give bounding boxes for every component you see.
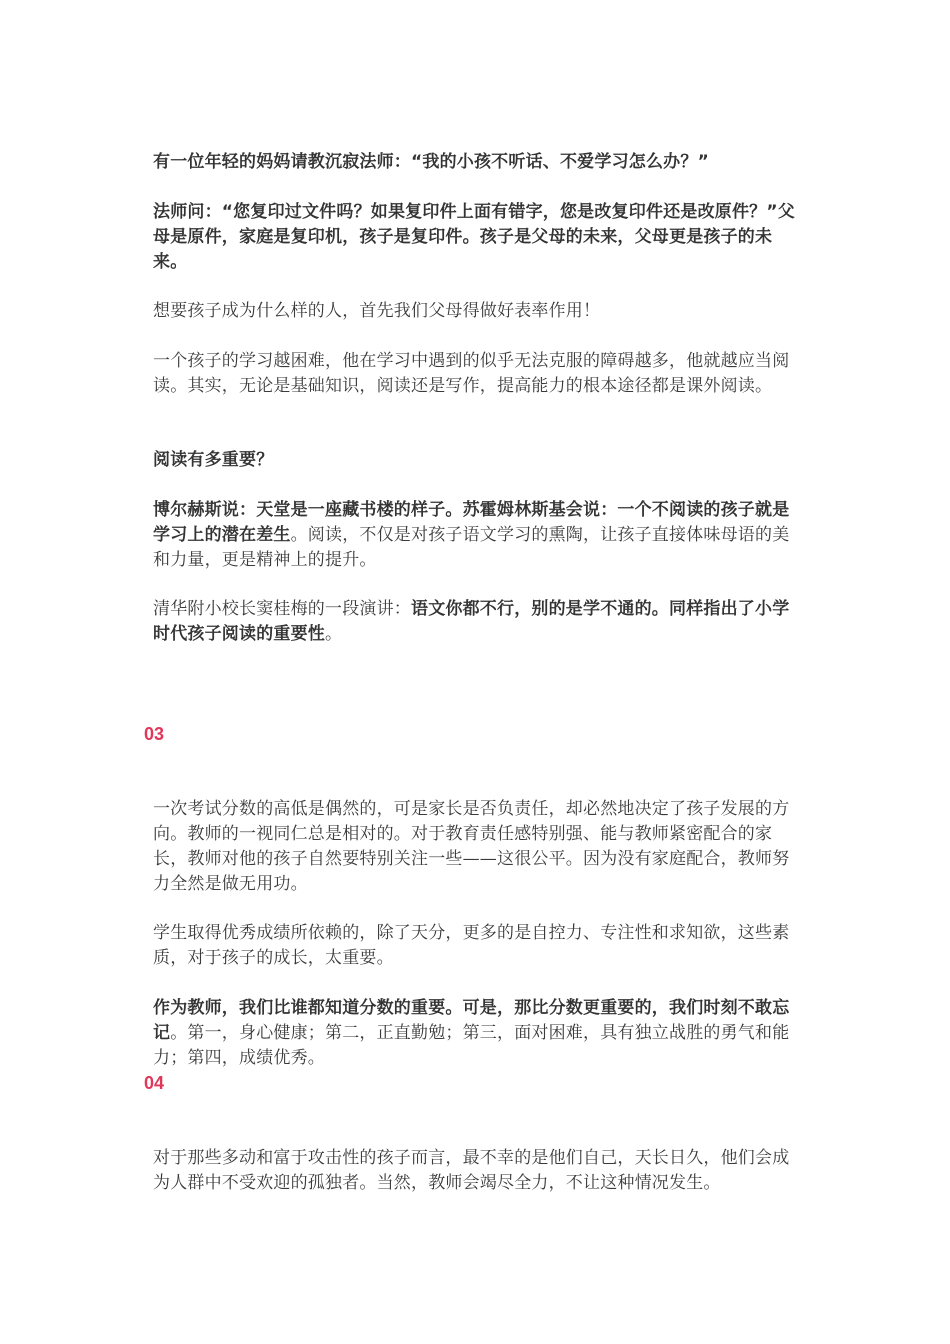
heading-reading-importance: 阅读有多重要？: [153, 450, 274, 470]
principal-speech-bold: 语文你都不行，别的是学不通的。同样指出了小学时代孩子阅读的重要性: [153, 599, 790, 644]
borges-quote-bold: 博尔赫斯说：天堂是一座藏书楼的样子。苏霍姆林斯基会说：一个不阅读的孩子就是学习上的潜在差生: [153, 500, 790, 545]
paragraph-mother-question: 有一位年轻的妈妈请教沉寂法师：“我的小孩不听话、不爱学习怎么办？”: [153, 152, 709, 172]
paragraph-aggressive-children: 对于那些多动和富于攻击性的孩子而言，最不幸的是他们自己，天长日久，他们会成为人群中不受欢迎的孤独者。当然，教师会竭尽全力，不让这种情况发生。: [153, 1148, 790, 1193]
paragraph-reading-difficulty: 一个孩子的学习越困难，他在学习中遇到的似乎无法克服的障碍越多，他就越应当阅读。其实，无论是基础知识，阅读还是写作，提高能力的根本途径都是课外阅读。: [153, 351, 790, 396]
paragraph-student-qualities: 学生取得优秀成绩所依赖的，除了天分，更多的是自控力、专注性和求知欲，这些素质，对于孩子的成长，太重要。: [153, 923, 790, 968]
teacher-priorities-rest: 。第一，身心健康；第二，正直勤勉；第三，面对困难，具有独立战胜的勇气和能力；第四，成绩优秀。: [153, 1023, 790, 1068]
paragraph-role-model: 想要孩子成为什么样的人，首先我们父母得做好表率作用！: [153, 301, 601, 321]
section-number-03: 03: [144, 724, 165, 744]
principal-speech-lead: 清华附小校长窦桂梅的一段演讲：: [153, 599, 411, 619]
principal-speech-end: 。: [325, 624, 343, 644]
paragraph-exam-scores: 一次考试分数的高低是偶然的，可是家长是否负责任，却必然地决定了孩子发展的方向。教师的一视同仁总是相对的。对于教育责任感特别强、能与教师紧密配合的家长，教师对他的孩子自然要特别关注一些——这很公平。因为没有家庭配合，教师努力全然是做无用功。: [153, 799, 790, 894]
paragraph-borges-quote: [153, 498, 798, 573]
paragraph-teacher-priorities: [153, 996, 798, 1071]
section-number-04: 04: [144, 1073, 165, 1093]
paragraph-master-answer: 法师问：“您复印过文件吗？如果复印件上面有错字，您是改复印件还是改原件？”父母是原件，家庭是复印机，孩子是复印件。孩子是父母的未来，父母更是孩子的未来。: [153, 202, 795, 272]
teacher-priorities-bold: 作为教师，我们比谁都知道分数的重要。可是，那比分数更重要的，我们时刻不敢忘记: [153, 998, 790, 1043]
borges-quote-rest: 。阅读，不仅是对孩子语文学习的熏陶，让孩子直接体味母语的美和力量，更是精神上的提升。: [153, 525, 790, 570]
paragraph-principal-speech: [153, 597, 798, 647]
